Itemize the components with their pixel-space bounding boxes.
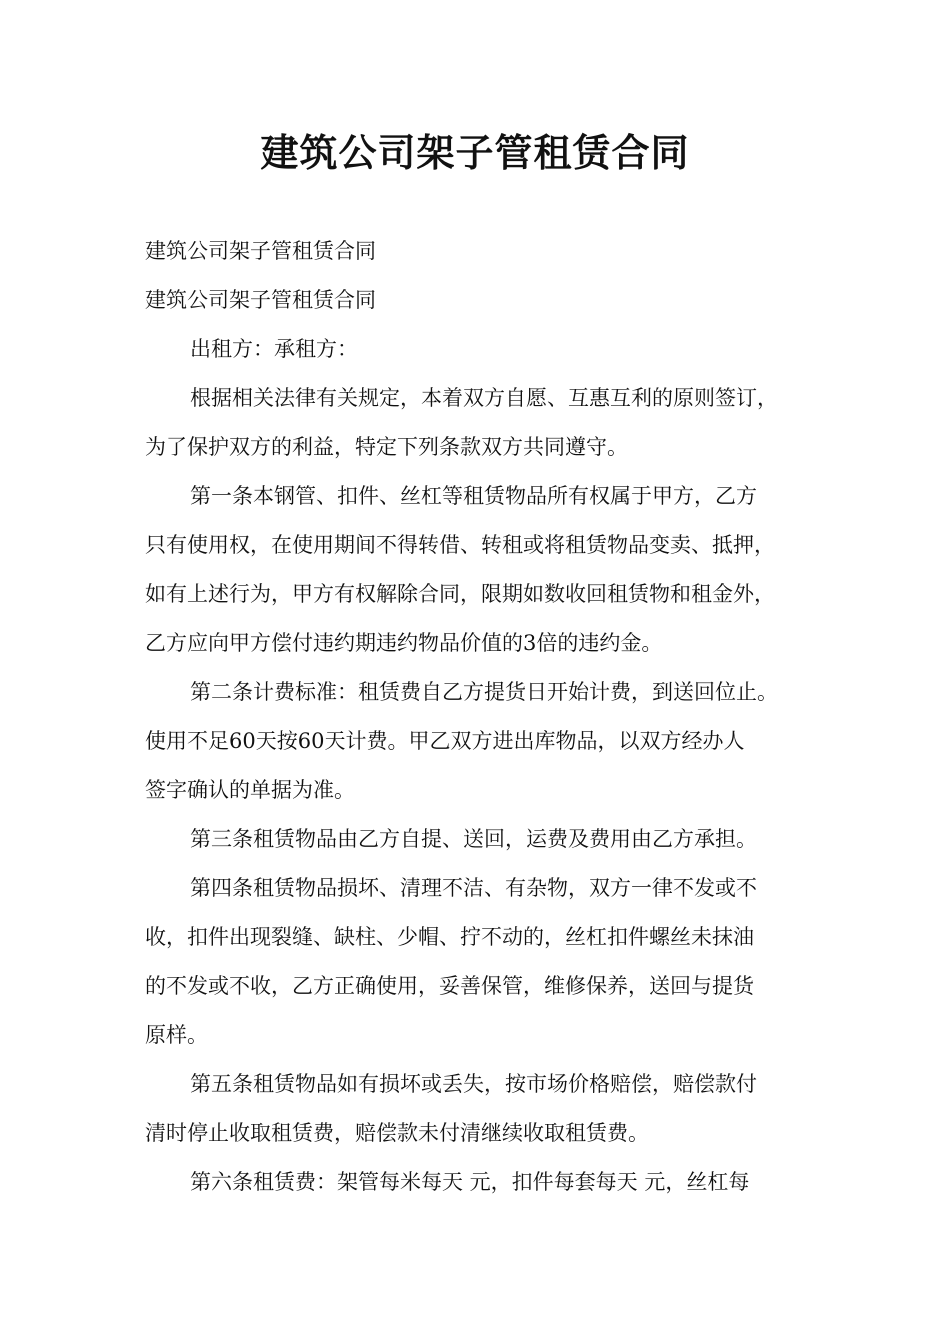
document-line: 如有上述行为，甲方有权解除合同，限期如数收回租赁物和租金外， bbox=[145, 582, 775, 606]
document-line: 签字确认的单据为准。 bbox=[145, 778, 355, 802]
document-line: 第一条本钢管、扣件、丝杠等租赁物品所有权属于甲方，乙方 bbox=[190, 484, 757, 508]
document-line: 第三条租赁物品由乙方自提、送回，运费及费用由乙方承担。 bbox=[190, 827, 757, 851]
document-line: 建筑公司架子管租赁合同 bbox=[145, 288, 376, 312]
document-line: 使用不足60天按60天计费。甲乙双方进出库物品，以双方经办人 bbox=[145, 729, 745, 753]
document-line: 出租方：承租方： bbox=[190, 337, 358, 361]
document-line: 收，扣件出现裂缝、缺柱、少帽、拧不动的，丝杠扣件螺丝未抹油 bbox=[145, 925, 754, 949]
document-line: 第五条租赁物品如有损坏或丢失，按市场价格赔偿，赔偿款付 bbox=[190, 1072, 757, 1096]
document-line: 为了保护双方的利益，特定下列条款双方共同遵守。 bbox=[145, 435, 628, 459]
document-line: 根据相关法律有关规定，本着双方自愿、互惠互利的原则签订， bbox=[190, 386, 778, 410]
document-body bbox=[145, 227, 811, 1207]
document-line: 第二条计费标准：租赁费自乙方提货日开始计费，到送回位止。 bbox=[190, 680, 778, 704]
document-line: 第四条租赁物品损坏、清理不洁、有杂物，双方一律不发或不 bbox=[190, 876, 757, 900]
document-line: 清时停止收取租赁费，赔偿款未付清继续收取租赁费。 bbox=[145, 1121, 649, 1145]
document-line: 建筑公司架子管租赁合同 bbox=[145, 239, 376, 263]
document-title: 建筑公司架子管租赁合同 bbox=[260, 131, 690, 175]
document-line: 只有使用权，在使用期间不得转借、转租或将租赁物品变卖、抵押， bbox=[145, 533, 775, 557]
document-line: 第六条租赁费：架管每米每天 元，扣件每套每天 元，丝杠每 bbox=[190, 1170, 750, 1194]
document-line: 乙方应向甲方偿付违约期违约物品价值的3倍的违约金。 bbox=[145, 631, 663, 655]
document-line: 的不发或不收，乙方正确使用，妥善保管，维修保养，送回与提货 bbox=[145, 974, 754, 998]
document-line: 原样。 bbox=[145, 1023, 208, 1047]
